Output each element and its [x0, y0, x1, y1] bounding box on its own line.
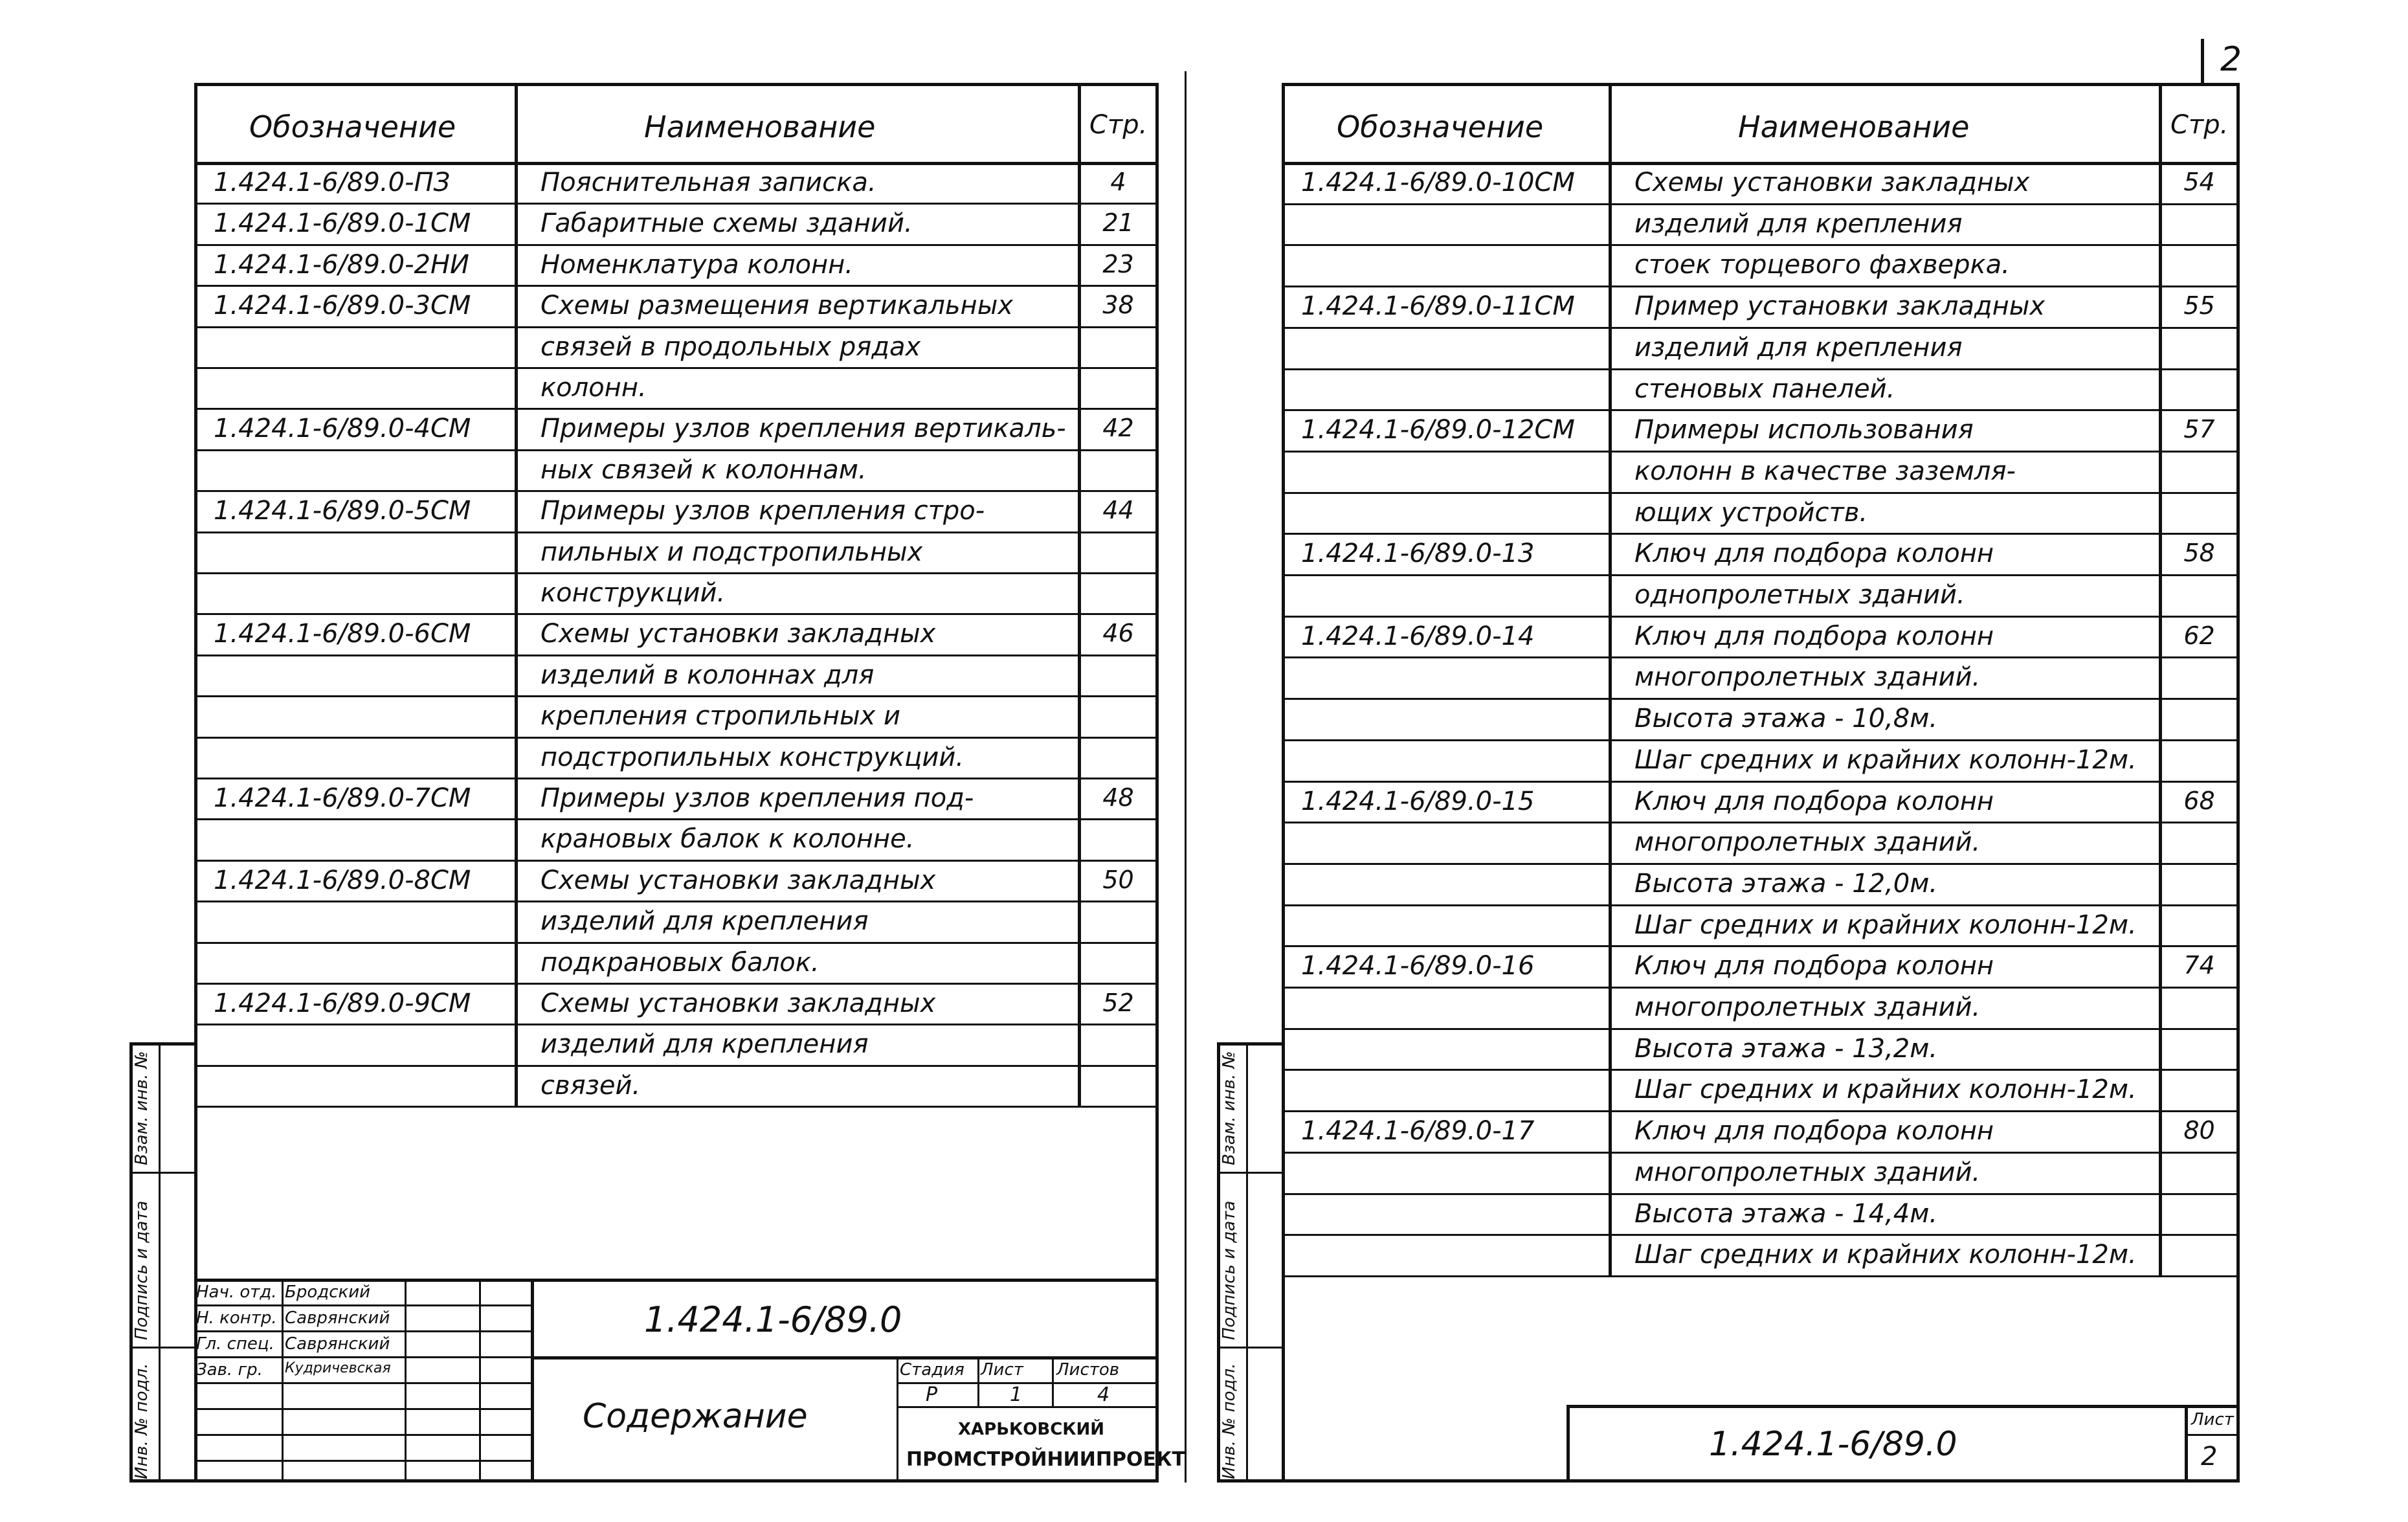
- name-2: Саврянский: [285, 1308, 390, 1328]
- row-name-line: многопролетных зданий.: [1634, 827, 1981, 858]
- row-line: [1282, 781, 2240, 783]
- row-line: [194, 203, 1159, 205]
- row-name-line: конструкций.: [541, 578, 726, 608]
- row-line: [194, 1106, 1159, 1108]
- row-code: 1.424.1-6/89.0-15: [1301, 786, 1535, 816]
- stage-value: Р: [926, 1383, 938, 1406]
- row-line: [194, 326, 1159, 328]
- right-sheet-value: 2: [2201, 1442, 2218, 1472]
- name-1: Бродский: [285, 1282, 371, 1302]
- row-name-line: многопролетных зданий.: [1634, 992, 1981, 1022]
- row-page: 44: [1102, 496, 1134, 525]
- center-divider: [1185, 71, 1187, 1483]
- row-line: [194, 613, 1159, 615]
- row-line: [194, 1024, 1159, 1025]
- sheet-number-divider: [2201, 39, 2204, 83]
- row-code: 1.424.1-6/89.0-2НИ: [214, 249, 469, 280]
- row-code: 1.424.1-6/89.0-6СМ: [214, 619, 471, 649]
- sheets-value: 4: [1097, 1383, 1110, 1406]
- row-name-line: колонн.: [541, 373, 647, 403]
- row-line: [194, 860, 1159, 862]
- row-line: [1282, 1069, 2240, 1071]
- row-line: [194, 285, 1159, 287]
- row-name-line: Высота этажа - 14,4м.: [1634, 1198, 1938, 1229]
- row-line: [1282, 285, 2240, 287]
- row-line: [194, 408, 1159, 410]
- row-page: 54: [2183, 168, 2215, 196]
- row-page: 4: [1110, 168, 1126, 196]
- row-line: [1282, 1152, 2240, 1154]
- row-line: [194, 942, 1159, 944]
- row-name-line: Схемы установки закладных: [1634, 168, 2030, 197]
- column-divider-name: [515, 83, 518, 1106]
- row-code: 1.424.1-6/89.0-3СМ: [214, 291, 471, 321]
- header-designation: Обозначение: [1337, 109, 1544, 144]
- row-name-line: изделий в колоннах для: [541, 660, 875, 690]
- header-page: Стр.: [1089, 110, 1148, 140]
- row-line: [1282, 1028, 2240, 1030]
- row-page: 68: [2183, 786, 2215, 815]
- row-line: [1282, 451, 2240, 453]
- row-page: 74: [2183, 951, 2215, 980]
- header-designation: Обозначение: [249, 109, 456, 144]
- row-name-line: подстропильных конструкций.: [541, 742, 964, 772]
- inv-label: Инв. № подл.: [132, 1363, 151, 1479]
- sheet-number-top: 2: [2220, 40, 2242, 79]
- right-doc-code: 1.424.1-6/89.0: [1709, 1425, 1957, 1464]
- row-page: 80: [2183, 1116, 2215, 1145]
- row-name-line: стеновых панелей.: [1634, 374, 1895, 404]
- row-line: [194, 572, 1159, 574]
- row-name-line: ющих устройств.: [1634, 497, 1868, 528]
- row-line: [1282, 987, 2240, 989]
- row-code: 1.424.1-6/89.0-11СМ: [1301, 291, 1575, 322]
- row-page: 42: [1102, 414, 1134, 443]
- org-line-2: ПРОМСТРОЙНИИПРОЕКТ: [906, 1448, 1185, 1471]
- header-name: Наименование: [1738, 109, 1970, 144]
- row-page: 38: [1102, 291, 1134, 320]
- row-name-line: Схемы установки закладных: [541, 989, 936, 1018]
- row-code: 1.424.1-6/89.0-8СМ: [214, 865, 471, 895]
- row-page: 21: [1102, 208, 1134, 238]
- row-name-line: Шаг средних и крайних колонн-12м.: [1634, 910, 2137, 940]
- header-page: Стр.: [2170, 110, 2229, 140]
- row-name-line: однопролетных зданий.: [1634, 580, 1965, 610]
- sheet-label: Лист: [981, 1360, 1023, 1380]
- doc-code: 1.424.1-6/89.0: [644, 1299, 902, 1340]
- column-divider-page: [1078, 83, 1081, 1106]
- row-name-line: крепления стропильных и: [541, 701, 900, 732]
- row-line: [1282, 656, 2240, 658]
- row-name-line: изделий для крепления: [1634, 332, 1963, 363]
- row-line: [1282, 616, 2240, 618]
- row-name-line: Схемы установки закладных: [541, 619, 936, 649]
- row-line: [1282, 945, 2240, 947]
- column-divider-name: [1609, 83, 1612, 1275]
- row-name-line: Ключ для подбора колонн: [1634, 621, 1994, 651]
- replace-label: Взам. инв. №: [132, 1051, 151, 1165]
- row-name-line: крановых балок к колонне.: [541, 824, 915, 855]
- row-code: 1.424.1-6/89.0-ПЗ: [214, 168, 451, 197]
- row-line: [194, 818, 1159, 820]
- row-line: [1282, 739, 2240, 741]
- row-name-line: колонн в качестве заземля-: [1634, 456, 2016, 486]
- role-3: Гл. спец.: [196, 1334, 274, 1354]
- sheet-value: 1: [1010, 1383, 1023, 1406]
- row-name-line: многопролетных зданий.: [1634, 662, 1981, 693]
- row-line: [1282, 863, 2240, 865]
- row-line: [1282, 368, 2240, 370]
- row-page: 52: [1102, 989, 1134, 1017]
- row-line: [194, 901, 1159, 902]
- row-name-line: Высота этажа - 10,8м.: [1634, 704, 1938, 734]
- row-code: 1.424.1-6/89.0-12СМ: [1301, 415, 1575, 445]
- row-code: 1.424.1-6/89.0-16: [1301, 951, 1535, 981]
- row-line: [1282, 533, 2240, 535]
- row-name-line: связей в продольных рядах: [541, 331, 921, 362]
- row-code: 1.424.1-6/89.0-9СМ: [214, 989, 471, 1018]
- right-sheet-label: Лист: [2191, 1410, 2234, 1429]
- row-line: [194, 983, 1159, 985]
- row-name-line: Высота этажа - 12,0м.: [1634, 868, 1938, 899]
- row-page: 57: [2183, 415, 2215, 444]
- row-line: [194, 490, 1159, 492]
- row-code: 1.424.1-6/89.0-5СМ: [214, 496, 471, 526]
- row-name-line: стоек торцевого фахверка.: [1634, 250, 2010, 280]
- row-code: 1.424.1-6/89.0-13: [1301, 539, 1535, 569]
- role-1: Нач. отд.: [196, 1282, 277, 1302]
- sheets-label: Листов: [1056, 1360, 1120, 1380]
- row-name-line: Шаг средних и крайних колонн-12м.: [1634, 744, 2137, 775]
- role-2: Н. контр.: [196, 1308, 277, 1328]
- row-line: [194, 778, 1159, 779]
- row-name-line: Схемы размещения вертикальных: [541, 291, 1013, 321]
- row-name-line: Примеры узлов крепления под-: [541, 783, 974, 813]
- stage-label: Стадия: [900, 1360, 964, 1380]
- row-name-line: подкрановых балок.: [541, 947, 819, 978]
- row-line: [1282, 492, 2240, 494]
- signature-label: Подпись и дата: [132, 1200, 151, 1340]
- column-divider-page: [2159, 83, 2162, 1275]
- org-line-1: ХАРЬКОВСКИЙ: [958, 1420, 1105, 1439]
- row-name-line: Шаг средних и крайних колонн-12м.: [1634, 1240, 2137, 1270]
- row-code: 1.424.1-6/89.0-14: [1301, 621, 1535, 651]
- header-name: Наименование: [644, 109, 876, 144]
- header-divider: [1282, 162, 2240, 165]
- name-4: Кудричевская: [285, 1360, 391, 1376]
- row-line: [1282, 409, 2240, 411]
- row-name-line: ных связей к колоннам.: [541, 454, 867, 485]
- row-line: [194, 244, 1159, 246]
- row-page: 62: [2183, 621, 2215, 650]
- row-code: 1.424.1-6/89.0-7СМ: [214, 783, 471, 813]
- row-line: [194, 737, 1159, 739]
- row-name-line: изделий для крепления: [541, 906, 869, 937]
- row-page: 58: [2183, 539, 2215, 568]
- row-name-line: Ключ для подбора колонн: [1634, 786, 1994, 816]
- row-page: 46: [1102, 619, 1134, 648]
- row-page: 23: [1102, 249, 1134, 278]
- row-name-line: Ключ для подбора колонн: [1634, 951, 1994, 981]
- row-name-line: многопролетных зданий.: [1634, 1157, 1981, 1187]
- row-line: [1282, 574, 2240, 576]
- row-line: [194, 367, 1159, 369]
- header-divider: [194, 162, 1159, 165]
- row-name-line: Примеры узлов крепления стро-: [541, 496, 985, 526]
- row-name-line: связей.: [541, 1070, 641, 1101]
- row-line: [1282, 1234, 2240, 1236]
- row-line: [194, 695, 1159, 697]
- row-code: 1.424.1-6/89.0-4СМ: [214, 414, 471, 444]
- row-name-line: Примеры использования: [1634, 415, 1974, 445]
- name-3: Саврянский: [285, 1334, 390, 1354]
- row-line: [1282, 244, 2240, 246]
- row-line: [1282, 203, 2240, 205]
- row-line: [1282, 327, 2240, 329]
- row-line: [1282, 1275, 2240, 1277]
- row-name-line: изделий для крепления: [1634, 208, 1963, 239]
- row-line: [194, 1065, 1159, 1067]
- row-name-line: Номенклатура колонн.: [541, 249, 854, 280]
- row-line: [1282, 1110, 2240, 1112]
- row-name-line: Ключ для подбора колонн: [1634, 539, 1994, 569]
- row-line: [1282, 1193, 2240, 1195]
- row-name-line: Примеры узлов крепления вертикаль-: [541, 414, 1066, 444]
- doc-title: Содержание: [583, 1397, 808, 1436]
- row-line: [194, 532, 1159, 533]
- row-name-line: Пример установки закладных: [1634, 291, 2045, 322]
- role-4: Зав. гр.: [196, 1360, 263, 1380]
- row-code: 1.424.1-6/89.0-1СМ: [214, 208, 471, 239]
- row-code: 1.424.1-6/89.0-10СМ: [1301, 168, 1575, 197]
- row-name-line: Высота этажа - 13,2м.: [1634, 1033, 1938, 1064]
- row-line: [1282, 822, 2240, 823]
- row-name-line: Ключ для подбора колонн: [1634, 1116, 1994, 1147]
- row-name-line: Схемы установки закладных: [541, 865, 936, 895]
- row-code: 1.424.1-6/89.0-17: [1301, 1116, 1535, 1147]
- row-line: [194, 655, 1159, 656]
- row-name-line: Шаг средних и крайних колонн-12м.: [1634, 1075, 2137, 1105]
- row-page: 55: [2183, 291, 2215, 320]
- row-name-line: Пояснительная записка.: [541, 168, 876, 197]
- row-page: 48: [1102, 783, 1134, 812]
- row-line: [1282, 904, 2240, 906]
- row-name-line: Габаритные схемы зданий.: [541, 208, 913, 239]
- row-line: [194, 449, 1159, 451]
- row-name-line: изделий для крепления: [541, 1029, 869, 1060]
- row-name-line: пильных и подстропильных: [541, 537, 923, 567]
- row-page: 50: [1102, 865, 1134, 894]
- row-line: [1282, 698, 2240, 700]
